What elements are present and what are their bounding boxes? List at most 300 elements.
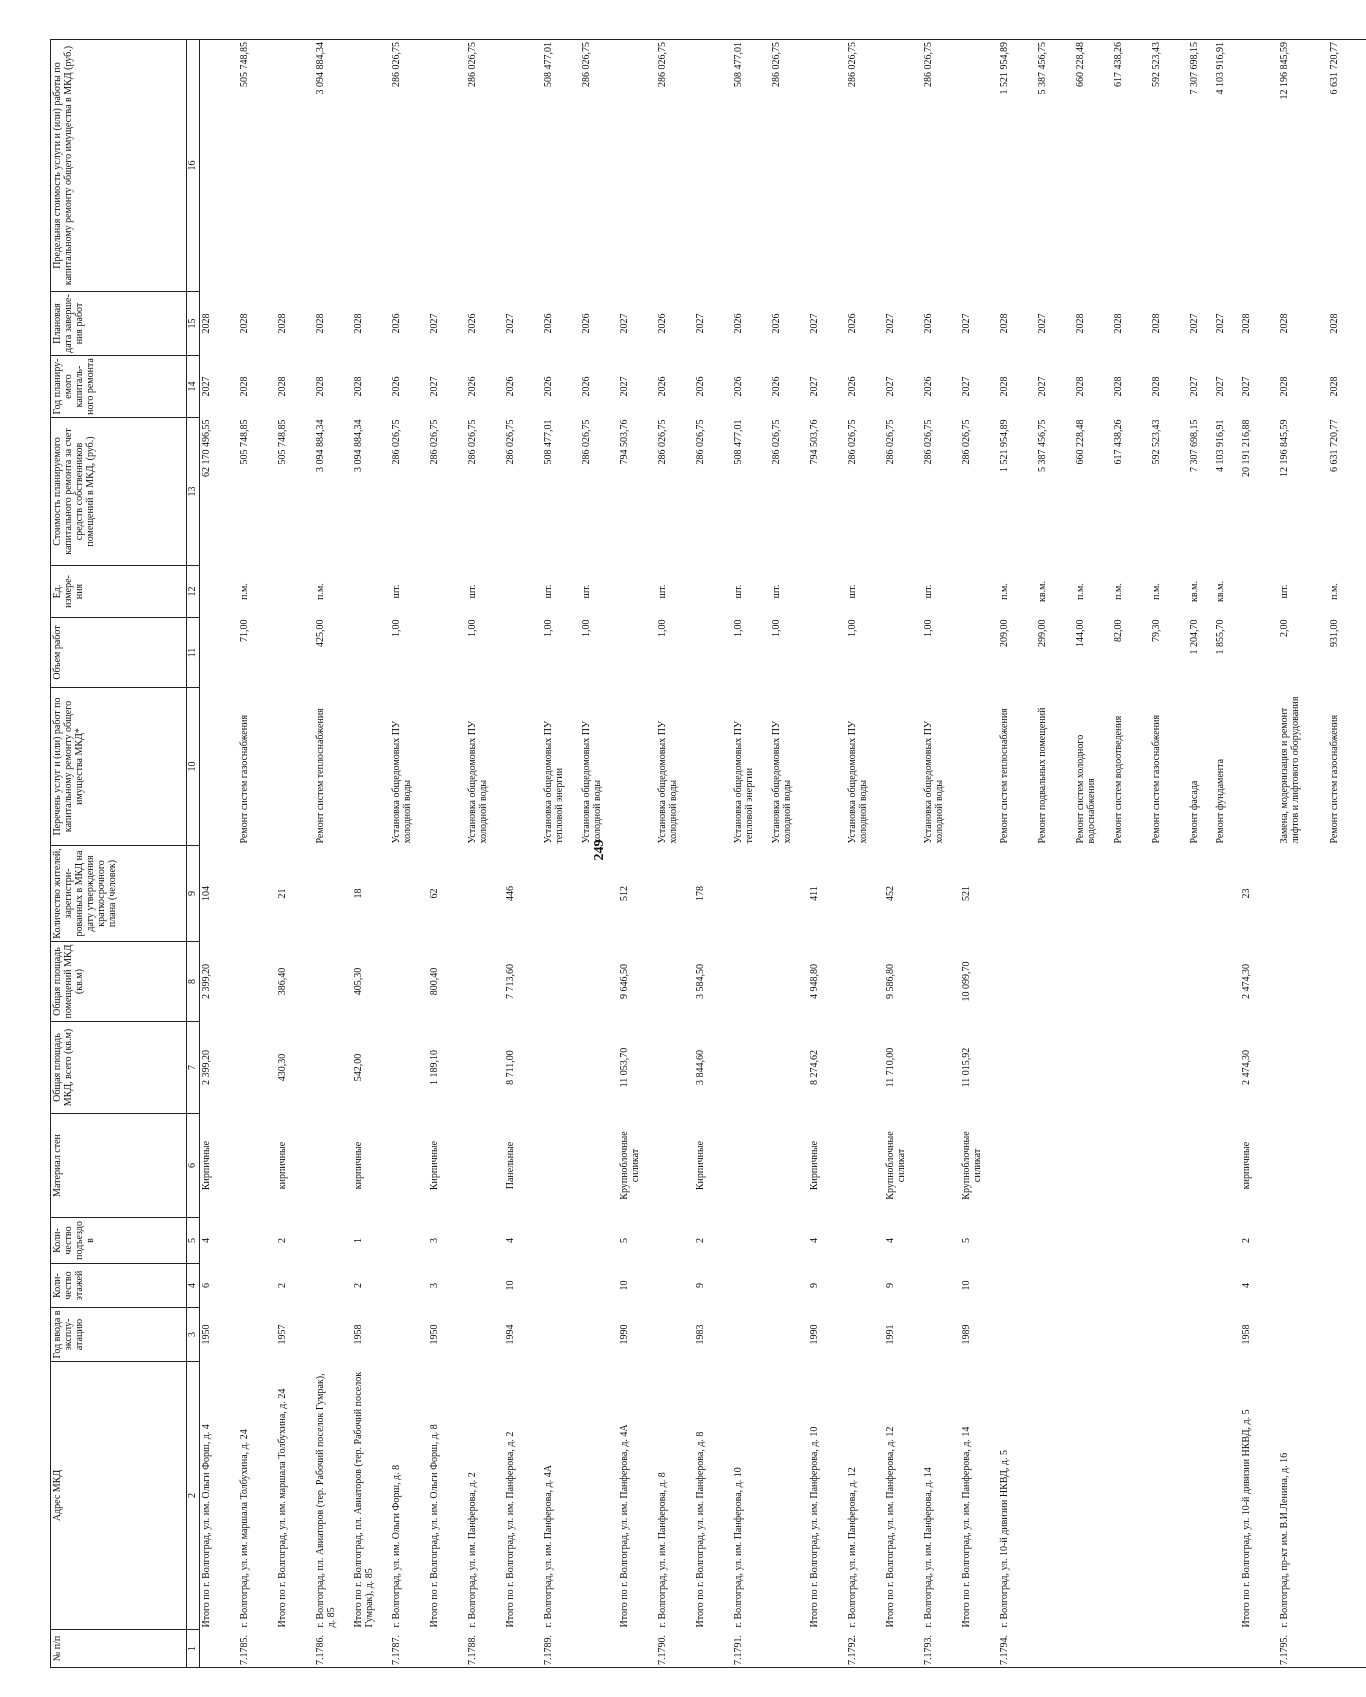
- table-cell: п.м.: [1074, 583, 1086, 600]
- table-cell: г. Волгоград, ул. им. маршала Толбухина, д. 24: [238, 1429, 250, 1628]
- table-cell: [504, 688, 542, 846]
- table-cell: 386,40: [276, 967, 288, 996]
- table-cell: [390, 1114, 428, 1218]
- table-cell: [1074, 942, 1112, 1022]
- table-cell: [998, 1308, 1036, 1362]
- table-cell: 2026: [770, 313, 782, 334]
- table-cell: г. Волгоград, пр-кт им. В.И.Ленина, д. 16: [1278, 1452, 1290, 1628]
- table-row: [656, 40, 694, 1668]
- table-row: [1214, 40, 1240, 1668]
- table-cell: шт.: [770, 584, 782, 599]
- table-cell: 286 026,75: [390, 40, 428, 292]
- table-cell: 9 586,80: [884, 964, 896, 999]
- table-cell: [884, 1630, 922, 1668]
- table-cell: [504, 566, 542, 618]
- table-cell: [884, 688, 922, 846]
- table-cell: [542, 1114, 580, 1218]
- table-cell: 2027: [1036, 376, 1048, 397]
- table-cell: [1214, 1362, 1240, 1630]
- table-cell: [1188, 1218, 1214, 1264]
- table-cell: Итого по г. Волгоград, ул. им. Ольги Форш, д. 8: [428, 1424, 440, 1628]
- column-header: Общая площадь МКД, всего (кв.м): [51, 1022, 187, 1114]
- table-cell: [200, 688, 238, 846]
- table-cell: [1112, 942, 1150, 1022]
- table-cell: 7.1790.: [656, 1630, 694, 1668]
- table-cell: [694, 566, 732, 618]
- table-cell: 505 748,85: [238, 40, 276, 292]
- table-cell: Установка общедомовых ПУ тепловой энергии: [542, 720, 565, 844]
- table-cell: [656, 1114, 694, 1218]
- table-cell: [428, 566, 466, 618]
- table-cell: 2026: [656, 313, 668, 334]
- table-cell: 7.1792.: [846, 1630, 884, 1668]
- table-cell: шт.: [542, 584, 554, 599]
- table-cell: 286 026,75: [428, 419, 440, 465]
- table-cell: 660 228,48: [1074, 40, 1112, 292]
- column-header: Общая площадь помещений МКД (кв.м): [51, 942, 187, 1022]
- table-cell: 18: [352, 888, 364, 899]
- column-number: 11: [187, 618, 200, 688]
- table-cell: 286 026,75: [656, 40, 694, 292]
- column-header: № п/п: [51, 1630, 187, 1668]
- table-cell: [428, 618, 466, 688]
- table-row: [1278, 40, 1328, 1668]
- table-cell: [618, 688, 656, 846]
- table-cell: [390, 942, 428, 1022]
- table-cell: 2: [694, 1238, 706, 1243]
- table-cell: Ремонт систем газоснабжения: [238, 714, 250, 844]
- column-header: Год ввода в эксплу-атацию: [51, 1308, 187, 1362]
- table-cell: [1328, 942, 1366, 1022]
- table-cell: [1278, 1264, 1328, 1308]
- table-cell: [1214, 846, 1240, 942]
- table-cell: 2027: [1214, 376, 1226, 397]
- table-cell: [466, 1114, 504, 1218]
- table-cell: [314, 1308, 352, 1362]
- table-cell: [960, 688, 998, 846]
- table-cell: [542, 1264, 580, 1308]
- table-cell: [1214, 942, 1240, 1022]
- table-cell: [1240, 566, 1278, 618]
- table-cell: [998, 1114, 1036, 1218]
- table-cell: кирпичные: [352, 1141, 364, 1190]
- table-cell: 286 026,75: [656, 419, 668, 465]
- table-cell: 62 170 496,55: [201, 419, 212, 477]
- table-cell: 286 026,75: [390, 419, 402, 465]
- table-cell: 10: [618, 1280, 630, 1291]
- table-cell: [846, 942, 884, 1022]
- table-cell: [1278, 846, 1328, 942]
- table-cell: 10: [960, 1280, 972, 1291]
- table-cell: 286 026,75: [960, 419, 972, 465]
- table-cell: [732, 1264, 770, 1308]
- table-cell: 9: [694, 1283, 706, 1288]
- table-cell: 1,00: [770, 619, 782, 637]
- table-cell: [694, 40, 732, 292]
- table-row: [428, 40, 466, 1668]
- table-row: [276, 40, 314, 1668]
- table-row: [580, 40, 618, 1668]
- table-cell: 286 026,75: [922, 419, 934, 465]
- column-header: Перечень услуг и (или) работ по капитальному ремонту общего имущества МКД*: [51, 688, 187, 846]
- table-row: [314, 40, 352, 1668]
- table-cell: 6 631 720,77: [1328, 40, 1366, 292]
- table-cell: 1: [352, 1238, 364, 1243]
- table-cell: [770, 846, 808, 942]
- table-cell: 2026: [580, 313, 592, 334]
- table-cell: [732, 1218, 770, 1264]
- table-cell: [656, 1022, 694, 1114]
- table-cell: 62: [428, 888, 440, 899]
- table-cell: 1,00: [732, 619, 744, 637]
- table-cell: 2027: [694, 313, 706, 334]
- table-cell: шт.: [732, 584, 744, 599]
- table-cell: 508 477,01: [732, 40, 770, 292]
- table-row: [922, 40, 960, 1668]
- table-cell: [276, 688, 314, 846]
- table-cell: 2: [352, 1283, 364, 1288]
- table-cell: [808, 566, 846, 618]
- table-cell: 286 026,75: [466, 419, 478, 465]
- table-cell: 1 189,10: [428, 1050, 440, 1085]
- table-cell: [922, 1308, 960, 1362]
- table-cell: 452: [884, 886, 896, 901]
- table-cell: 2026: [732, 313, 744, 334]
- table-cell: 2 399,20: [201, 964, 212, 999]
- table-cell: 2: [276, 1283, 288, 1288]
- table-cell: [1188, 942, 1214, 1022]
- table-cell: [1278, 1218, 1328, 1264]
- table-cell: [580, 942, 618, 1022]
- table-cell: [1074, 1630, 1112, 1668]
- table-cell: [1036, 1308, 1074, 1362]
- table-cell: 2026: [922, 313, 934, 334]
- table-cell: [238, 1218, 276, 1264]
- table-cell: [276, 566, 314, 618]
- table-cell: 2028: [998, 376, 1010, 397]
- repair-plan-table: [50, 39, 1366, 1668]
- header-row: [51, 40, 187, 1668]
- column-header: Стоимость планируемого капитального ремонта за счет средств собственников помещений в МКД, (руб.): [51, 418, 187, 566]
- table-cell: Установка общедомовых ПУ холодной воды: [770, 720, 793, 844]
- table-cell: Ремонт систем газоснабжения: [1150, 714, 1162, 844]
- table-cell: [1150, 1308, 1188, 1362]
- table-cell: Установка общедомовых ПУ холодной воды: [846, 720, 869, 844]
- table-cell: 2028: [1150, 376, 1162, 397]
- column-number: 16: [187, 40, 200, 292]
- table-row: [1112, 40, 1150, 1668]
- table-cell: [770, 1308, 808, 1362]
- table-cell: 2026: [846, 376, 858, 397]
- table-cell: Итого по г. Волгоград, ул. им. Панферова, д. 4А: [618, 1424, 630, 1628]
- table-cell: [808, 688, 846, 846]
- table-cell: п.м.: [998, 583, 1010, 600]
- table-cell: 3: [428, 1283, 440, 1288]
- table-cell: 2026: [466, 313, 478, 334]
- table-cell: 286 026,75: [770, 419, 782, 465]
- table-cell: 2027: [504, 313, 516, 334]
- table-cell: [428, 688, 466, 846]
- table-cell: 2026: [390, 376, 402, 397]
- table-cell: 1,00: [846, 619, 858, 637]
- table-cell: [466, 1022, 504, 1114]
- table-cell: Кирпичные: [808, 1140, 820, 1191]
- table-cell: [1036, 1362, 1074, 1630]
- table-cell: 286 026,75: [884, 419, 896, 465]
- table-cell: Панельные: [504, 1141, 516, 1190]
- table-cell: 286 026,75: [504, 419, 516, 465]
- table-cell: 4: [201, 1238, 212, 1243]
- table-cell: 10 099,70: [960, 961, 972, 1002]
- table-cell: г. Волгоград, ул. им. Панферова, д. 4А: [542, 1465, 554, 1628]
- table-cell: [1074, 1362, 1112, 1630]
- table-cell: 2028: [352, 313, 364, 334]
- table-cell: Ремонт систем водоотведения: [1112, 715, 1124, 844]
- table-cell: г. Волгоград, ул. 10-й дивизии НКВД, д. 5: [998, 1450, 1010, 1628]
- table-cell: [694, 1630, 732, 1668]
- table-row: [960, 40, 998, 1668]
- table-cell: 1958: [352, 1324, 364, 1345]
- table-cell: 5: [618, 1238, 630, 1243]
- table-cell: [1214, 1630, 1240, 1668]
- table-cell: [1112, 1362, 1150, 1630]
- table-cell: 2027: [1240, 376, 1252, 397]
- table-cell: [998, 1264, 1036, 1308]
- table-cell: Итого по г. Волгоград, ул. им. Панферова, д. 10: [808, 1426, 820, 1628]
- table-cell: Ремонт систем холодного водоснабжения: [1074, 734, 1097, 844]
- table-cell: [1112, 1218, 1150, 1264]
- table-cell: 592 523,43: [1150, 419, 1162, 465]
- table-cell: [960, 40, 998, 292]
- table-cell: [390, 1022, 428, 1114]
- table-cell: [656, 1308, 694, 1362]
- table-cell: Итого по г. Волгоград, ул. им. Панферова, д. 2: [504, 1431, 516, 1628]
- table-cell: Ремонт фасада: [1188, 780, 1200, 844]
- column-number: 10: [187, 688, 200, 846]
- column-header: Плановая дата заверше-ния работ: [51, 292, 187, 356]
- table-cell: [1150, 1114, 1188, 1218]
- table-cell: Ремонт фундамента: [1214, 758, 1226, 844]
- table-cell: [1112, 1022, 1150, 1114]
- table-cell: 2028: [201, 313, 212, 334]
- table-cell: 2028: [1278, 376, 1290, 397]
- table-cell: [1074, 1022, 1112, 1114]
- table-cell: 5 387 456,75: [1036, 419, 1048, 472]
- table-cell: 2028: [1278, 313, 1290, 334]
- table-cell: [656, 942, 694, 1022]
- table-cell: Установка общедомовых ПУ холодной воды: [580, 720, 603, 844]
- table-cell: 425,00: [314, 619, 326, 647]
- table-cell: [1150, 1362, 1188, 1630]
- table-cell: 4: [808, 1238, 820, 1243]
- table-cell: [1188, 1264, 1214, 1308]
- table-cell: [352, 1630, 390, 1668]
- table-cell: [1214, 1308, 1240, 1362]
- table-cell: Ремонт систем газоснабжения: [1328, 714, 1340, 844]
- table-cell: [466, 1218, 504, 1264]
- table-cell: [1112, 1630, 1150, 1668]
- table-cell: [580, 1308, 618, 1362]
- table-cell: [922, 1114, 960, 1218]
- table-cell: 2028: [1150, 313, 1162, 334]
- table-cell: 2026: [542, 313, 554, 334]
- table-cell: [922, 1264, 960, 1308]
- table-cell: 11 015,92: [960, 1047, 972, 1088]
- table-cell: [1278, 1114, 1328, 1218]
- table-cell: [1328, 1308, 1366, 1362]
- table-cell: [504, 1630, 542, 1668]
- table-cell: [998, 846, 1036, 942]
- table-row: [390, 40, 428, 1668]
- table-cell: 23: [1240, 888, 1252, 899]
- table-cell: Ремонт подвальных помещений: [1036, 707, 1048, 844]
- table-cell: 2028: [276, 313, 288, 334]
- table-cell: [884, 618, 922, 688]
- table-cell: Крупноблочные силикат: [618, 1131, 641, 1200]
- table-cell: Итого по г. Волгоград, ул. им. Ольги Форш, д. 4: [201, 1424, 212, 1628]
- column-number: 7: [187, 1022, 200, 1114]
- table-cell: Крупноблочные силикат: [960, 1131, 983, 1200]
- table-cell: 617 438,26: [1112, 419, 1124, 465]
- table-cell: 7 713,60: [504, 964, 516, 999]
- table-cell: [1074, 1308, 1112, 1362]
- table-cell: 2026: [580, 376, 592, 397]
- table-cell: [846, 1114, 884, 1218]
- table-cell: 2028: [1074, 313, 1086, 334]
- table-cell: 286 026,75: [694, 419, 706, 465]
- table-cell: [1036, 1022, 1074, 1114]
- table-cell: 8 274,62: [808, 1050, 820, 1085]
- column-number: 15: [187, 292, 200, 356]
- table-cell: 209,00: [998, 619, 1010, 647]
- table-cell: Кирпичные: [694, 1140, 706, 1191]
- table-cell: [1240, 688, 1278, 846]
- table-cell: п.м.: [1150, 583, 1162, 600]
- table-cell: [542, 1218, 580, 1264]
- table-cell: [504, 618, 542, 688]
- table-cell: 2027: [201, 376, 212, 397]
- table-cell: Установка общедомовых ПУ холодной воды: [656, 720, 679, 844]
- table-cell: [732, 1022, 770, 1114]
- table-cell: 2 474,30: [1240, 1050, 1252, 1085]
- table-cell: 405,30: [352, 967, 364, 996]
- table-cell: [1188, 846, 1214, 942]
- table-row: [808, 40, 846, 1668]
- table-cell: 2: [1240, 1238, 1252, 1243]
- table-row: [200, 40, 238, 1668]
- column-header: Коли-чество подъездов: [51, 1218, 187, 1264]
- table-cell: [314, 846, 352, 942]
- table-cell: 12 196 845,59: [1278, 419, 1290, 477]
- table-cell: [580, 1022, 618, 1114]
- table-cell: [352, 688, 390, 846]
- table-cell: 2026: [694, 376, 706, 397]
- table-cell: [1328, 1218, 1366, 1264]
- table-cell: 11 053,70: [618, 1047, 630, 1088]
- table-cell: [656, 1218, 694, 1264]
- table-cell: [770, 1022, 808, 1114]
- table-cell: [1214, 1218, 1240, 1264]
- table-cell: 2026: [466, 376, 478, 397]
- table-cell: 2027: [808, 313, 820, 334]
- table-cell: п.м.: [238, 583, 250, 600]
- table-cell: 2027: [428, 313, 440, 334]
- table-cell: [1036, 846, 1074, 942]
- table-cell: Ремонт систем теплоснабжения: [998, 708, 1010, 844]
- table-cell: 2027: [1214, 313, 1226, 334]
- table-cell: [238, 1114, 276, 1218]
- table-cell: 286 026,75: [580, 419, 592, 465]
- table-cell: [1036, 942, 1074, 1022]
- table-cell: [1240, 1630, 1278, 1668]
- table-cell: 104: [201, 886, 212, 901]
- table-cell: 286 026,75: [770, 40, 808, 292]
- table-cell: Установка общедомовых ПУ холодной воды: [390, 720, 413, 844]
- table-cell: [618, 1630, 656, 1668]
- table-cell: [1112, 1114, 1150, 1218]
- table-row: [238, 40, 276, 1668]
- table-cell: 508 477,01: [542, 40, 580, 292]
- table-cell: 1 521 954,89: [998, 40, 1036, 292]
- table-cell: Итого по г. Волгоград, ул. им. Панферова, д. 8: [694, 1431, 706, 1628]
- table-cell: [466, 1264, 504, 1308]
- table-cell: 4 948,80: [808, 964, 820, 999]
- table-cell: [390, 846, 428, 942]
- table-cell: 286 026,75: [922, 40, 960, 292]
- table-cell: 794 503,76: [618, 419, 630, 465]
- table-cell: [1278, 1308, 1328, 1362]
- table-cell: [960, 1630, 998, 1668]
- table-cell: 7.1794.: [998, 1630, 1036, 1668]
- table-row: [542, 40, 580, 1668]
- column-header: Количество жителей, зарегистри-рованных в МКД на дату утверждения краткосрочного плана (человек): [51, 846, 187, 942]
- table-cell: 7.1791.: [732, 1630, 770, 1668]
- table-cell: [770, 1362, 808, 1630]
- table-cell: [466, 1308, 504, 1362]
- table-cell: 5: [960, 1238, 972, 1243]
- table-cell: [694, 618, 732, 688]
- table-cell: 2026: [922, 376, 934, 397]
- table-cell: 446: [504, 886, 516, 901]
- table-row: [466, 40, 504, 1668]
- table-cell: 2 399,20: [201, 1050, 212, 1085]
- table-cell: 1 521 954,89: [998, 419, 1010, 472]
- table-cell: [580, 846, 618, 942]
- table-row: [504, 40, 542, 1668]
- column-header: Коли-чество этажей: [51, 1264, 187, 1308]
- table-cell: [922, 846, 960, 942]
- table-cell: 4 103 916,91: [1214, 40, 1240, 292]
- table-cell: 286 026,75: [846, 419, 858, 465]
- column-number: 4: [187, 1264, 200, 1308]
- table-cell: [770, 1218, 808, 1264]
- table-cell: 4 103 916,91: [1214, 419, 1226, 472]
- table-cell: 7.1793.: [922, 1630, 960, 1668]
- table-cell: 12 196 845,59: [1278, 40, 1328, 292]
- table-cell: [998, 942, 1036, 1022]
- table-cell: [352, 618, 390, 688]
- table-cell: 800,40: [428, 967, 440, 996]
- table-cell: [732, 942, 770, 1022]
- table-cell: [1214, 1022, 1240, 1114]
- rotated-page: [50, 40, 1340, 1668]
- table-cell: [1328, 1630, 1366, 1668]
- table-cell: 7.1785.: [238, 1630, 276, 1668]
- table-cell: [1188, 1362, 1214, 1630]
- column-number: 14: [187, 356, 200, 418]
- table-cell: кв.м.: [1214, 581, 1226, 602]
- table-cell: 1,00: [656, 619, 668, 637]
